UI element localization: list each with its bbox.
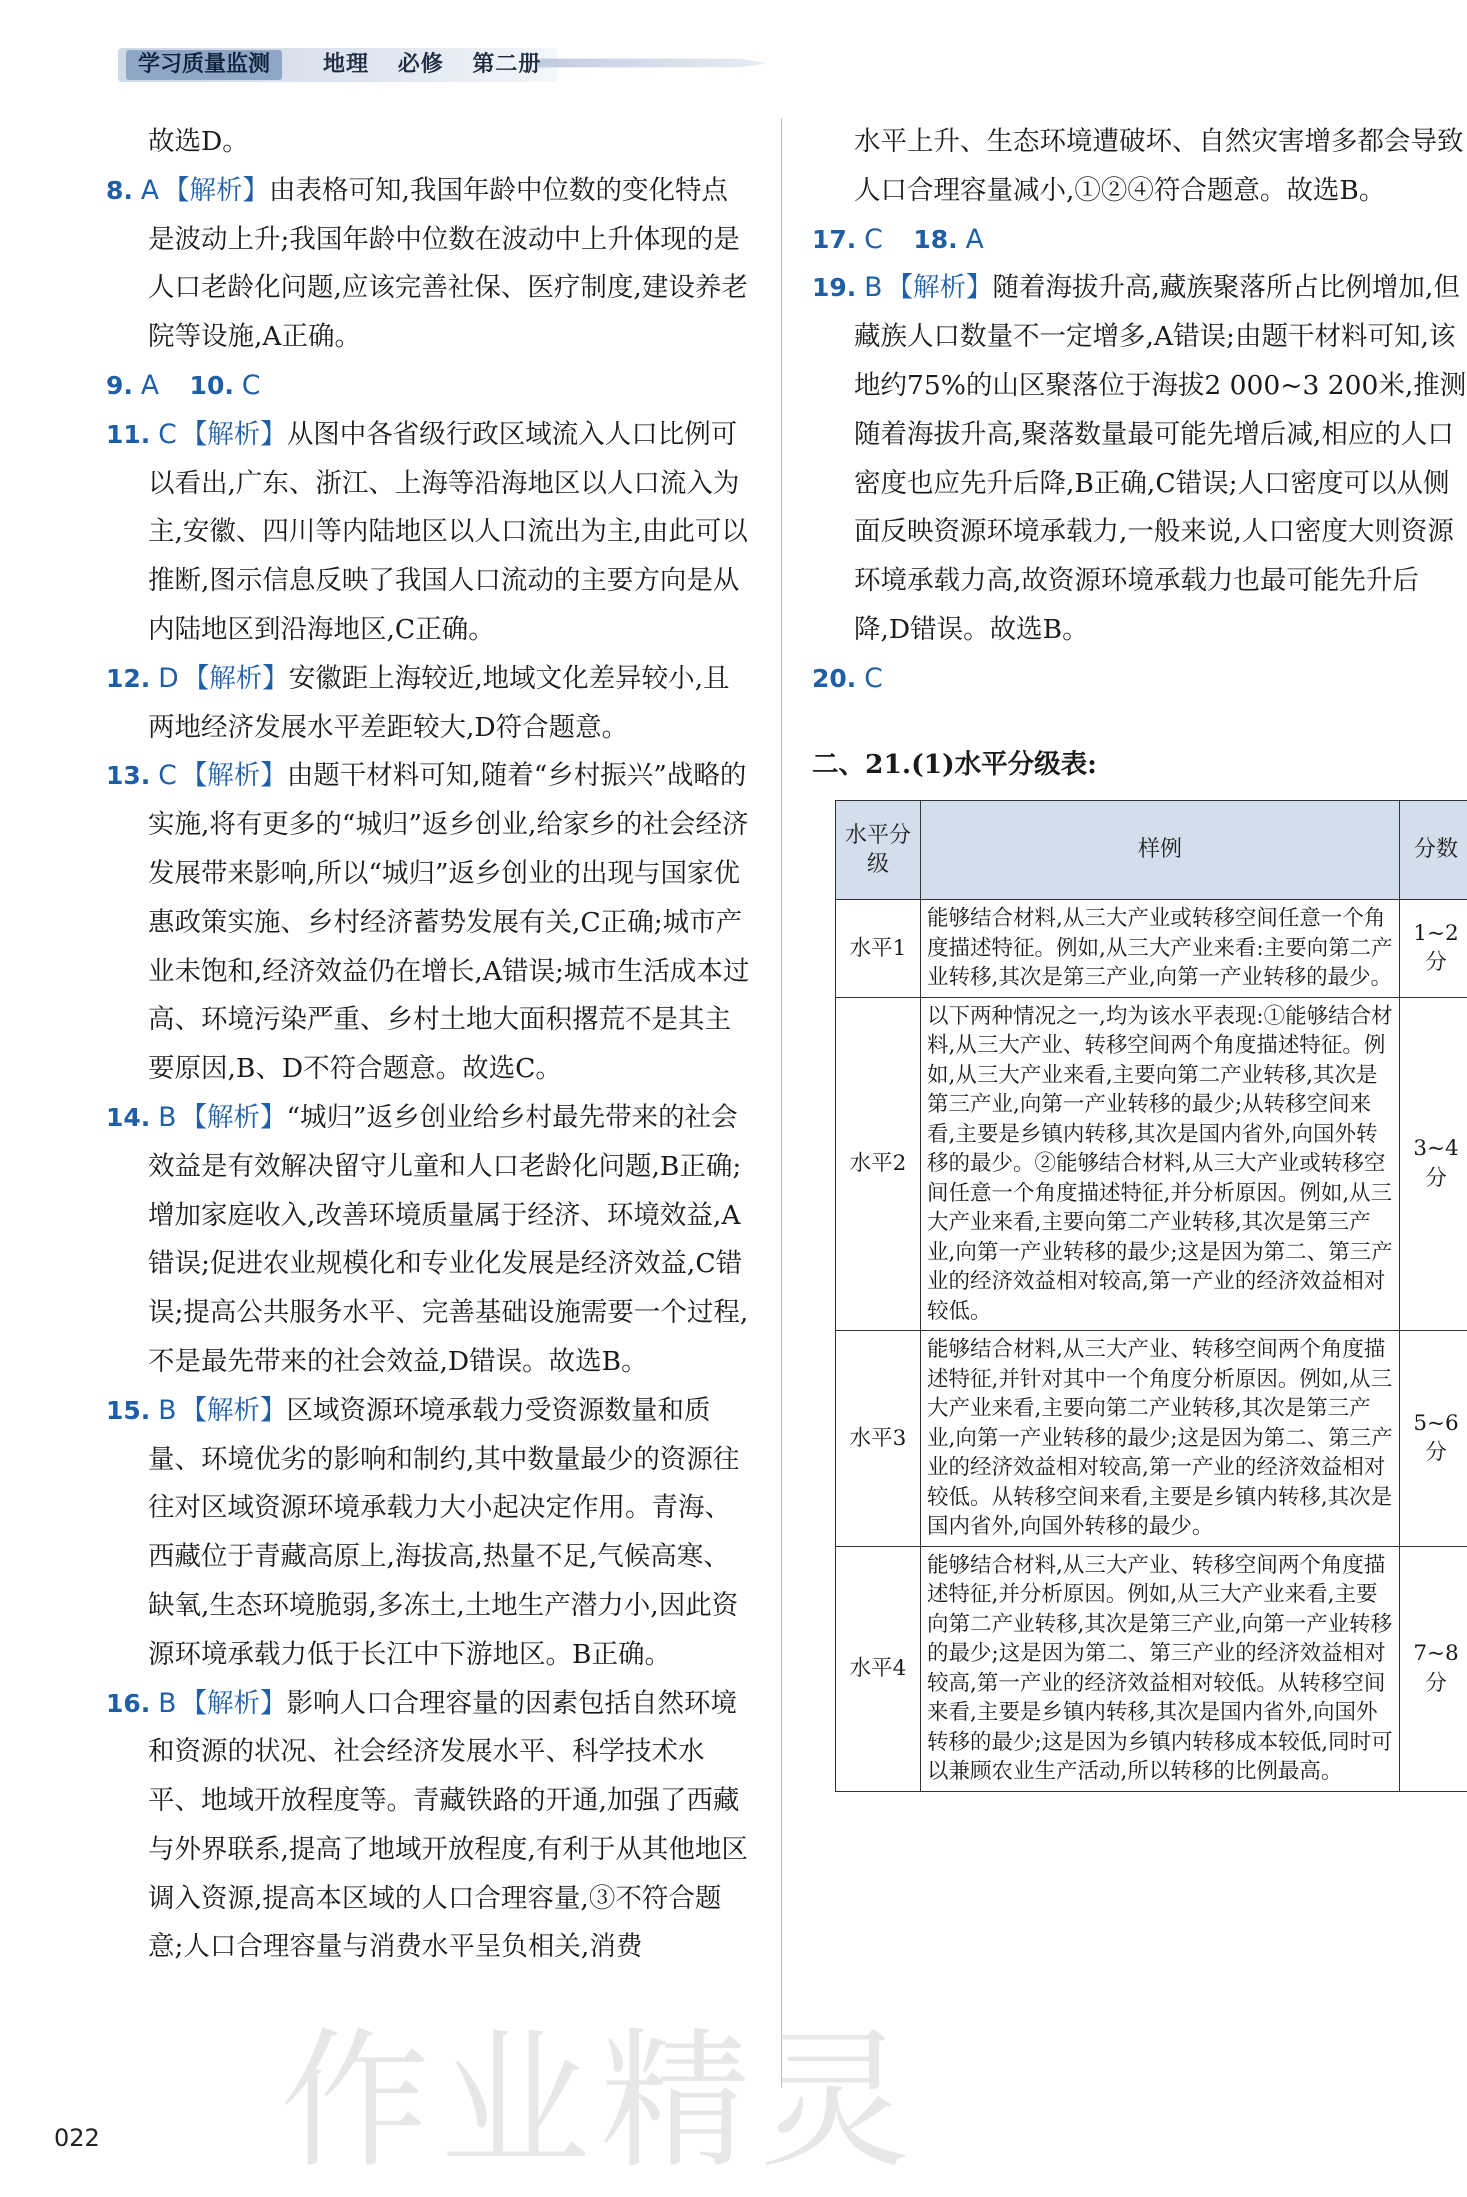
answer-letter: C: [158, 760, 177, 792]
analysis-text: 故选D。: [148, 126, 249, 157]
table-row: [836, 900, 1467, 998]
pencil-decoration-icon: [538, 52, 768, 74]
table-row: [836, 997, 1467, 1331]
level-cell: 水平4: [836, 1546, 921, 1791]
question-number: 11.: [106, 419, 151, 449]
analysis-tag: 【解析】: [180, 1687, 287, 1719]
answer-item: [106, 118, 754, 167]
answer-item: [812, 216, 1467, 265]
analysis-text: 从图中各省级行政区域流入人口比例可以看出,广东、浙江、上海等沿海地区以人口流入为主,安徽、四川等内陆地区以人口流出为主,由此可以推断,图示信息反映了我国人口流动的主要方向是从内陆地区到沿海地区,C正确。: [148, 418, 748, 645]
score-cell: 1~2分: [1400, 900, 1467, 998]
watermark: 作业精灵: [280, 2015, 921, 2189]
sample-cell: 能够结合材料,从三大产业或转移空间任意一个角度描述特征。例如,从三大产业来看:主要向第二产业转移,其次是第三产业,向第一产业转移的最少。: [921, 900, 1400, 998]
volume-label: 必修: [397, 52, 444, 77]
answer-letter: C: [864, 662, 883, 694]
question-number: 10.: [189, 370, 234, 400]
answer-letter: B: [158, 1687, 177, 1719]
level-grading-table: [835, 800, 1467, 1792]
right-column: [812, 118, 1467, 704]
sample-cell: 以下两种情况之一,均为该水平表现:①能够结合材料,从三大产业、转移空间两个角度描述特征。例如,从三大产业来看,主要向第二产业转移,其次是第三产业,向第一产业转移的最少;从转移空间来看,主要是乡镇内转移,其次是国内省外,向国外转移的最少。②能够结合材料,从三大产业或转移空间任意一个角度描述特征,并分析原因。例如,从三大产业来看,主要向第二产业转移,其次是第三产业,向第一产业转移的最少;这是因为第二、第三产业的经济效益相对较高,第一产业的经济效益相对较低。: [921, 997, 1400, 1331]
analysis-tag: 【解析】: [886, 272, 993, 304]
analysis-text: 由题干材料可知,随着“乡村振兴”战略的实施,将有更多的“城归”返乡创业,给家乡的社会经济发展带来影响,所以“城归”返乡创业的出现与国家优惠政策实施、乡村经济蓄势发展有关,C正确;城市产业未饱和,经济效益仍在增长,A错误;城市生活成本过高、环境污染严重、乡村土地大面积撂荒不是其主要原因,B、D不符合题意。故选C。: [148, 760, 750, 1085]
question-number: 18.: [913, 224, 958, 254]
level-cell: 水平3: [836, 1331, 921, 1547]
question-number: 13.: [106, 761, 151, 791]
answer-item: [106, 655, 754, 753]
analysis-tag: 【解析】: [182, 662, 289, 694]
analysis-text: 随着海拔升高,藏族聚落所占比例增加,但藏族人口数量不一定增多,A错误;由题干材料可知,该地约75%的山区聚落位于海拔2 000~3 200米,推测随着海拔升高,聚落数量最可能先增后减,相应的人口密度也应先升后降,B正确,C错误;人口密度可以从侧面反映资源环境承载力,一般来说,人口密度大则资源环境承载力高,故资源环境承载力也最可能先升后降,D错误。故选B。: [854, 272, 1467, 645]
series-title: 学习质量监测: [126, 50, 282, 80]
analysis-text: 水平上升、生态环境遭破坏、自然灾害增多都会导致人口合理容量减小,①②④符合题意。故选B。: [854, 126, 1464, 206]
question-number: 19.: [812, 273, 857, 303]
analysis-text: 由表格可知,我国年龄中位数的变化特点是波动上升;我国年龄中位数在波动中上升体现的是人口老龄化问题,应该完善社保、医疗制度,建设养老院等设施,A正确。: [148, 174, 748, 353]
answer-item: [106, 1387, 754, 1680]
answer-letter: C: [241, 369, 261, 401]
score-cell: 5~6分: [1400, 1331, 1467, 1547]
page-header: [118, 44, 618, 88]
answer-item: [812, 118, 1467, 216]
answer-item: [812, 264, 1467, 654]
answer-letter: B: [158, 1394, 177, 1426]
question-number: 15.: [106, 1395, 151, 1425]
answer-letter: D: [158, 662, 179, 694]
analysis-tag: 【解析】: [180, 418, 287, 450]
q21-text: (1)水平分级表:: [911, 749, 1097, 780]
answer-item: [812, 655, 1467, 704]
question-number: 16.: [106, 1688, 151, 1718]
analysis-text: 安徽距上海较近,地域文化差异较小,且两地经济发展水平差距较大,D符合题意。: [148, 662, 730, 743]
answer-letter: C: [158, 418, 177, 450]
analysis-text: 影响人口合理容量的因素包括自然环境和资源的状况、社会经济发展水平、科学技术水平、地域开放程度等。青藏铁路的开通,加强了西藏与外界联系,提高了地域开放程度,有利于从其他地区调入资源,提高本区域的人口合理容量,③不符合题意;人口合理容量与消费水平呈负相关,消费: [148, 1687, 748, 1963]
question-number: 14.: [106, 1102, 151, 1132]
table-row: [836, 1546, 1467, 1791]
left-column: [106, 118, 754, 1972]
column-divider: [781, 118, 782, 2088]
analysis-tag: 【解析】: [180, 1101, 287, 1133]
answer-letter: A: [965, 223, 984, 255]
answer-letter: B: [158, 1101, 177, 1133]
question-number: 20.: [812, 663, 857, 693]
analysis-text: “城归”返乡创业给乡村最先带来的社会效益是有效解决留守儿童和人口老龄化问题,B正确;增加家庭收入,改善环境质量属于经济、环境效益,A错误;促进农业规模化和专业化发展是经济效益,C错误;提高公共服务水平、完善基础设施需要一个过程,不是最先带来的社会效益,D错误。故选B。: [148, 1101, 749, 1377]
answer-letter: B: [864, 272, 883, 304]
question-number: 9.: [106, 370, 133, 400]
question-number: 17.: [812, 224, 857, 254]
answer-item: [106, 752, 754, 1094]
score-cell: 3~4分: [1400, 997, 1467, 1331]
page-number: 022: [54, 2124, 100, 2152]
analysis-tag: 【解析】: [180, 760, 287, 792]
sample-cell: 能够结合材料,从三大产业、转移空间两个角度描述特征,并针对其中一个角度分析原因。例如,从三大产业来看,主要向第二产业转移,其次是第三产业,向第一产业转移的最少;这是因为第二、第三产业的经济效益相对较高,第一产业的经济效益相对较低。从转移空间来看,主要是乡镇内转移,其次是国内省外,向国外转移的最少。: [921, 1331, 1400, 1547]
answer-item: [106, 411, 754, 655]
analysis-text: 区域资源环境承载力受资源数量和质量、环境优劣的影响和制约,其中数量最少的资源往往对区域资源环境承载力大小起决定作用。青海、西藏位于青藏高原上,海拔高,热量不足,气候高寒、缺氧,生态环境脆弱,多冻土,土地生产潜力小,因此资源环境承载力低于长江中下游地区。B正确。: [148, 1394, 740, 1670]
table-row: [836, 1331, 1467, 1547]
level-cell: 水平2: [836, 997, 921, 1331]
sample-cell: 能够结合材料,从三大产业、转移空间两个角度描述特征,并分析原因。例如,从三大产业来看,主要向第二产业转移,其次是第三产业,向第一产业转移的最少;这是因为第二、第三产业的经济效益相对较高,第一产业的经济效益相对较低。从转移空间来看,主要是乡镇内转移,其次是国内省外,向国外转移的最少;这是因为乡镇内转移成本较低,同时可以兼顾农业生产活动,所以转移的比例最高。: [921, 1546, 1400, 1791]
answer-item: [106, 1680, 754, 1973]
q21-prefix: 二、21.: [812, 749, 912, 780]
table-header-row: [836, 801, 1467, 900]
answer-letter: A: [140, 174, 160, 206]
question-21-heading: [812, 745, 1097, 785]
score-cell: 7~8分: [1400, 1546, 1467, 1791]
answer-letter: A: [140, 369, 160, 401]
header-level: 水平分级: [836, 801, 921, 900]
question-number: 8.: [106, 175, 133, 205]
analysis-tag: 【解析】: [180, 1394, 287, 1426]
answer-item: [106, 167, 754, 362]
book-label: 第二册: [472, 52, 542, 77]
level-cell: 水平1: [836, 900, 921, 998]
book-info: [323, 50, 561, 80]
analysis-tag: 【解析】: [163, 174, 270, 206]
answer-item: [106, 1094, 754, 1387]
answer-letter: C: [864, 223, 883, 255]
header-sample: 样例: [921, 801, 1400, 900]
question-number: 12.: [106, 663, 151, 693]
header-score: 分数: [1400, 801, 1467, 900]
subject-label: 地理: [323, 52, 370, 77]
answer-item: [106, 362, 754, 411]
